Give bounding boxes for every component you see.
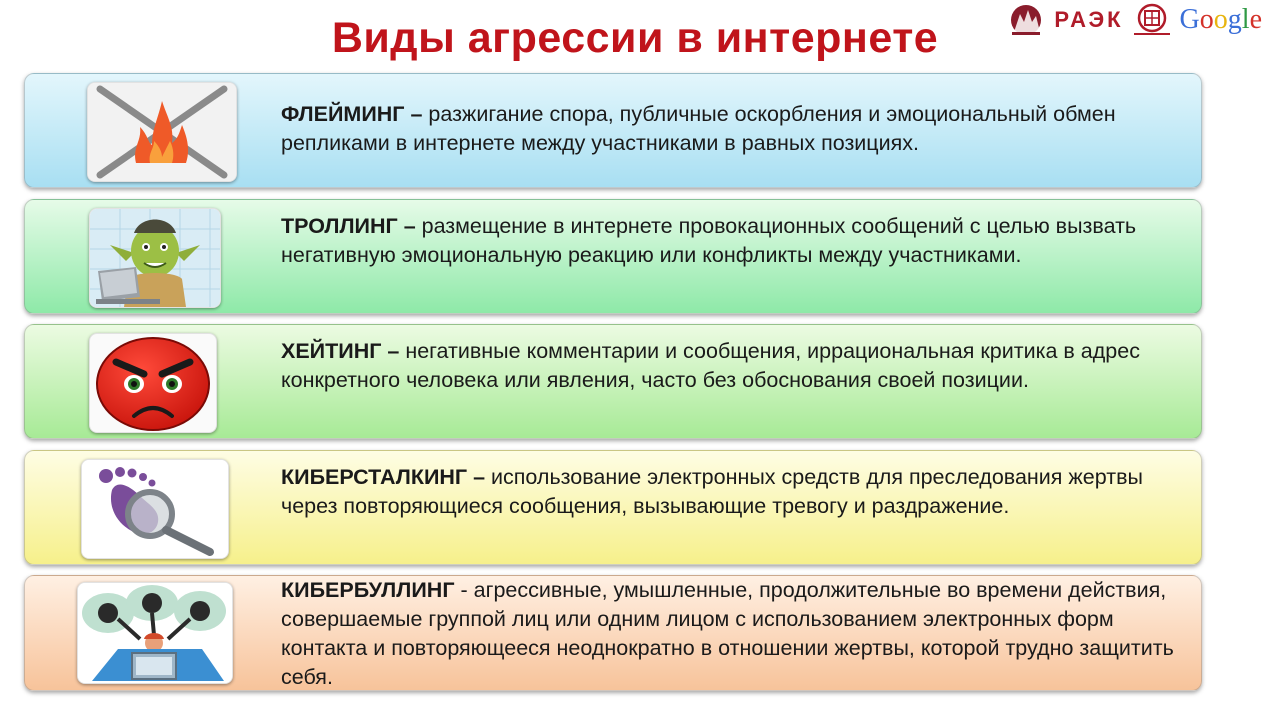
google-logo: Google (1179, 4, 1262, 35)
card-cyberbullying: КИБЕРБУЛЛИНГ - агрессивные, умышленные, продолжительные во времени действия, совершаемые группой лиц или одним лицом с использованием электронных форм контакта и повторяющееся неоднократно в отношении жертвы, которой трудно защитить себя. (24, 575, 1202, 691)
definition-cyberstalking: использование электронных средств для преследования жертвы через повторяющиеся сообщения, вызывающие тревогу и раздражение. (281, 465, 1143, 518)
cyberbullying-group-icon (77, 582, 233, 684)
term-cyberbullying: КИБЕРБУЛЛИНГ (281, 578, 455, 602)
definition-trolling: размещение в интернете провокационных сообщений с целью вызвать негативную эмоциональную реакцию или конфликты между участниками. (281, 214, 1137, 267)
page-title: Виды агрессии в интернете (331, 14, 939, 62)
term-flaming: ФЛЕЙМИНГ (281, 102, 405, 126)
term-trolling: ТРОЛЛИНГ (281, 214, 398, 238)
raek-logo-text: РАЭК (1054, 7, 1124, 32)
card-flaming: ФЛЕЙМИНГ – разжигание спора, публичные оскорбления и эмоциональный обмен репликами в интернете между участниками в равных позициях. (24, 73, 1202, 188)
card-hating: ХЕЙТИНГ – негативные комментарии и сообщения, иррациональная критика в адрес конкретного человека или явления, часто без обоснования своей позиции. (24, 324, 1202, 439)
card-cyberstalking: КИБЕРСТАЛКИНГ – использование электронных средств для преследования жертвы через повторяющиеся сообщения, вызывающие тревогу и раздражение. (24, 450, 1202, 565)
term-cyberstalking: КИБЕРСТАЛКИНГ (281, 465, 468, 489)
fund-internet-emblem-icon (1130, 2, 1174, 38)
definition-hating: негативные комментарии и сообщения, иррациональная критика в адрес конкретного человека или явления, часто без обоснования своей позиции. (281, 339, 1140, 392)
term-hating: ХЕЙТИНГ (281, 339, 382, 363)
definition-cyberbullying: агрессивные, умышленные, продолжительные во времени действия, совершаемые группой лиц или одним лицом с использованием электронных форм контакта и повторяющееся неоднократно в отношении жертвы, которой трудно защитить себя. (281, 578, 1174, 689)
footprint-magnifier-icon (81, 459, 229, 559)
raek-logo (1006, 2, 1123, 38)
raek-emblem-icon (1006, 2, 1046, 38)
card-trolling: ТРОЛЛИНГ – размещение в интернете провокационных сообщений с целью вызвать негативную эмоциональную реакцию или конфликты между участниками. (24, 199, 1202, 314)
angry-face-icon (89, 333, 217, 433)
troll-with-laptop-icon (89, 208, 221, 308)
partner-logos (1006, 0, 1262, 40)
definition-flaming: разжигание спора, публичные оскорбления и эмоциональный обмен репликами в интернете между участниками в равных позициях. (281, 102, 1116, 155)
crossed-swords-fire-icon (87, 82, 237, 182)
